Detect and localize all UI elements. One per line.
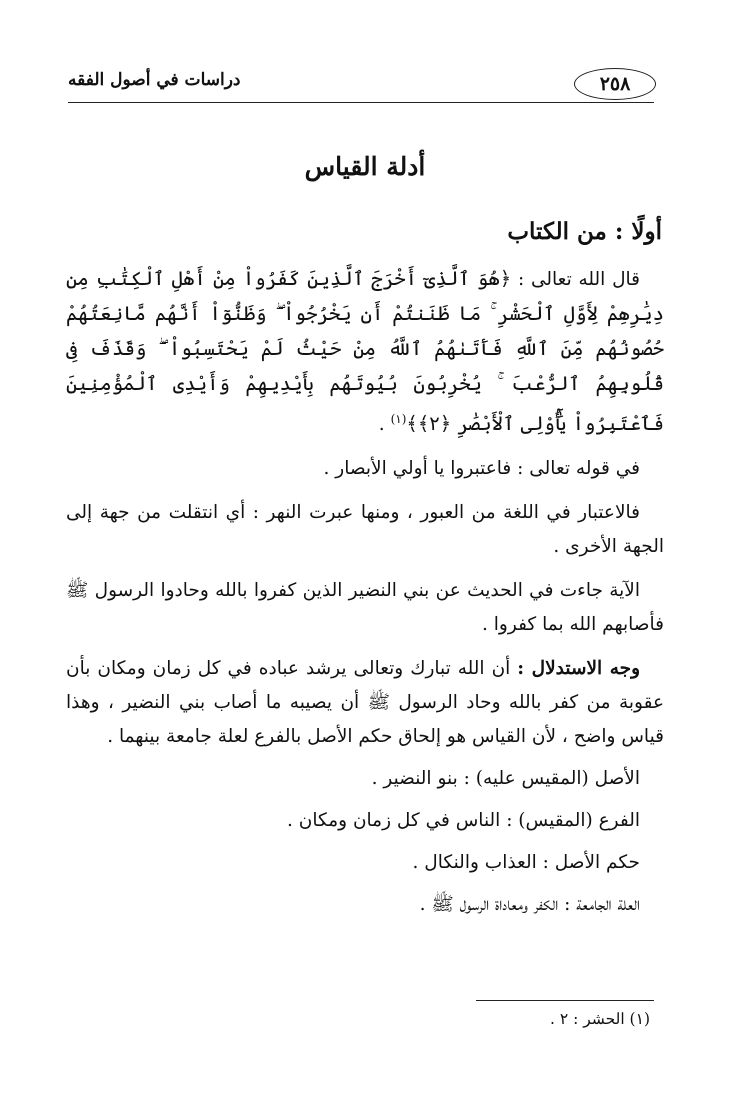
element-item-illa: العلة الجامعة : الكفر ومعاداة الرسول ﷺ . (419, 894, 640, 916)
inference-text: أن الله تبارك وتعالى يرشد عباده في كل زمان ومكان بأن عقوبة من كفر بالله وحاد الرسول ﷺ أن يصيبه ما أصاب بني النضير ، وهذا قياس واضح ، لأن القياس هو إلحاق حكم الأصل بالفرع لعلة جامعة بينهما . (66, 658, 664, 748)
footnote: (١) الحشر : ٢ . (549, 1010, 650, 1028)
subsection-title: أولًا : من الكتاب (507, 218, 662, 245)
footnote-reference: (١) (390, 412, 407, 426)
paragraph-2: فالاعتبار في اللغة من العبور ، ومنها عبرت النهر : أي انتقلت من جهة إلى الجهة الأخرى . (66, 502, 664, 558)
paragraph-3: الآية جاءت في الحديث عن بني النضير الذين كفروا بالله وحادوا الرسول ﷺ فأصابهم الله بما كفروا . (66, 580, 664, 636)
footnote-rule (476, 1000, 654, 1001)
page-number: ٢٥٨ (599, 73, 631, 95)
header-rule (68, 102, 654, 103)
inference-label: وجه الاستدلال : (517, 658, 640, 680)
quran-verse: ﴿هُوَ ٱلَّذِىٓ أَخْرَجَ ٱلَّذِينَ كَفَرُواْ مِنْ أَهْلِ ٱلْكِتَٰبِ مِن دِيَٰرِهِمْ لِأَوَّلِ ٱلْحَشْرِ ۚ مَا ظَنَنتُمْ أَن يَخْرُجُواْ ۖ وَظَنُّوٓاْ أَنَّهُم مَّانِعَتُهُمْ حُصُونُهُم مِّنَ ٱللَّهِ فَأَتَىٰهُمُ ٱللَّهُ مِنْ حَيْثُ لَمْ يَحْتَسِبُواْ ۖ وَقَذَفَ فِى قُلُوبِهِمُ ٱلرُّعْبَ ۚ يُخْرِبُونَ بُيُوتَهُم بِأَيْدِيهِمْ وَأَيْدِى ٱلْمُؤْمِنِينَ فَٱعْتَبِرُواْ يَٰٓأُوْلِى ٱلْأَبْصَٰرِ ﴿٢﴾﴾ (66, 267, 664, 436)
page-number-badge (574, 68, 656, 100)
paragraph-4 (66, 652, 664, 754)
verse-end: . (378, 414, 391, 436)
verse-intro: قال الله تعالى : (517, 269, 640, 290)
section-title: أدلة القياس (304, 152, 426, 181)
page-body (66, 262, 664, 922)
element-item-far: الفرع (المقيس) : الناس في كل زمان ومكان . (287, 810, 640, 832)
element-item-asl: الأصل (المقيس عليه) : بنو النضير . (371, 768, 640, 790)
running-header-title: دراسات في أصول الفقه (68, 70, 241, 90)
element-item-hukm: حكم الأصل : العذاب والنكال . (412, 852, 640, 874)
verse-paragraph (66, 262, 664, 442)
paragraph-1: في قوله تعالى : فاعتبروا يا أولي الأبصار . (323, 458, 640, 480)
